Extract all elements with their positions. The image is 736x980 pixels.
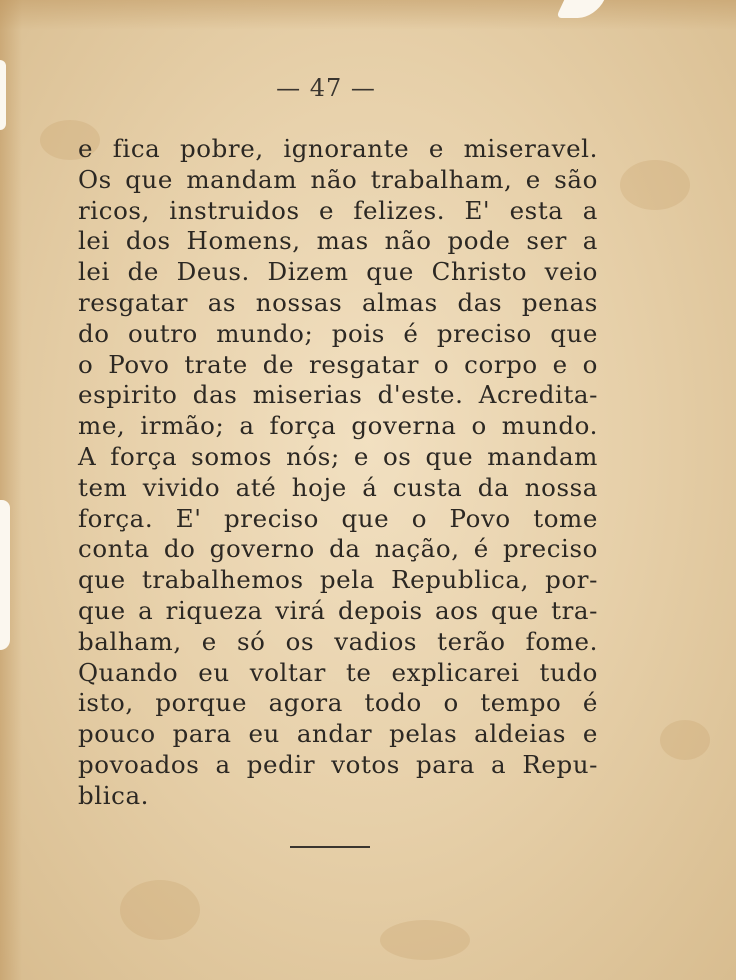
text-line: resgatar as nossas almas das penas xyxy=(78,287,598,317)
text-line: me, irmão; a força governa o mundo. xyxy=(78,411,598,441)
text-line: e fica pobre, ignorante e miseravel. xyxy=(78,134,598,163)
text-line: povoados a pedir votos para a Repu- xyxy=(78,749,598,779)
text-line: pouco para eu andar pelas aldeias e xyxy=(78,719,598,749)
text-line: A força somos nós; e os que mandam xyxy=(78,441,598,471)
text-line: o Povo trate de resgatar o corpo e o xyxy=(78,349,598,379)
text-line: lei de Deus. Dizem que Christo veio xyxy=(78,257,598,287)
page-number: — 47 — xyxy=(276,74,376,102)
text-line: isto, porque agora todo o tempo é xyxy=(78,688,598,718)
paper-tear-left xyxy=(0,500,10,650)
text-line: conta do governo da nação, é preciso xyxy=(78,534,598,564)
text-line: que a riqueza virá depois aos que tra- xyxy=(78,595,598,625)
text-line: força. E' preciso que o Povo tome xyxy=(78,503,598,533)
paper-edge-left xyxy=(0,0,22,980)
text-line: ricos, instruidos e felizes. E' esta a xyxy=(78,195,598,225)
text-line: blica. xyxy=(78,780,150,810)
paper-stain xyxy=(660,720,710,760)
paper-edge-top xyxy=(0,0,736,30)
text-line: do outro mundo; pois é preciso que xyxy=(78,318,598,348)
paper-stain xyxy=(380,920,470,960)
body-text xyxy=(78,134,598,812)
text-line: espirito das miserias d'este. Acredita- xyxy=(78,380,598,410)
text-line: lei dos Homens, mas não pode ser a xyxy=(78,226,598,256)
text-line: tem vivido até hoje á custa da nossa xyxy=(78,472,598,502)
section-divider xyxy=(290,846,370,848)
text-line: balham, e só os vadios terão fome. xyxy=(78,626,598,656)
paper-stain xyxy=(120,880,200,940)
text-line: Os que mandam não trabalham, e são xyxy=(78,164,598,194)
text-line: Quando eu voltar te explicarei tudo xyxy=(78,657,598,687)
text-line: que trabalhemos pela Republica, por- xyxy=(78,565,598,595)
paper-stain xyxy=(620,160,690,210)
